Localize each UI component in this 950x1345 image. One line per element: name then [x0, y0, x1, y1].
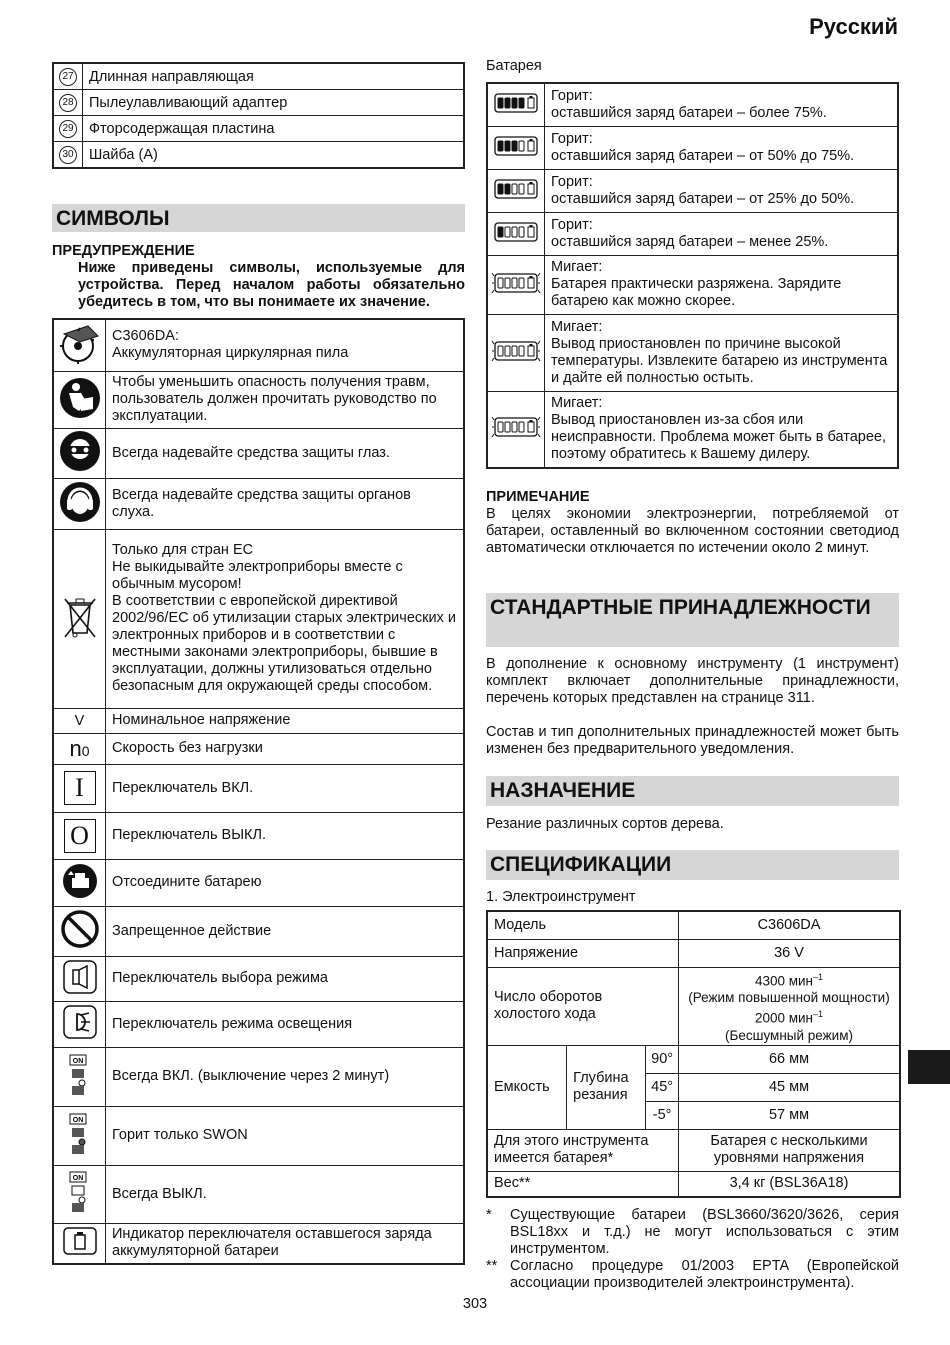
spec-label: Число оборотов холостого хода: [487, 967, 679, 1045]
footnote: [486, 1258, 899, 1292]
footnote-text: Согласно процедуре 01/2003 EPTA (Европейской ассоциации производителей электроинструмента).: [510, 1258, 899, 1291]
battery-desc: [545, 255, 899, 314]
note-text: В целях экономии электроэнергии, потребляемой от батареи, оставленный во включенном состоянии светодиод автоматически отключается по истечении около 2 минут.: [486, 506, 899, 556]
table-row: [53, 63, 464, 90]
spec-label: Напряжение: [487, 939, 679, 967]
language-label: Русский: [809, 14, 898, 39]
symbol-desc: Скорость без нагрузки: [106, 733, 465, 764]
table-row: [53, 812, 464, 859]
footnote: [486, 1207, 899, 1258]
battery-blink-one-icon: [491, 284, 541, 300]
battery-desc: [545, 314, 899, 391]
battery-desc-text: Мигает: Вывод приостановлен из-за сбоя или неисправности. Проблема может быть в батарее, поэтому обратитесь к Вашему дилеру.: [551, 395, 887, 463]
battery-blink-alt-icon: [491, 428, 541, 444]
part-number: 27: [59, 68, 77, 86]
spec-label: Вес**: [487, 1171, 679, 1197]
table-row: [487, 169, 898, 212]
n0-subscript: 0: [81, 742, 90, 759]
part-number: 29: [59, 120, 77, 138]
symbol-desc: Индикатор переключателя оставшегося заряда аккумуляторной батареи: [106, 1223, 465, 1264]
symbol-desc-text: Только для стран ЕС Не выкидывайте электроприборы вместе с обычным мусором! В соответствии с европейской директивой 2002/96/ЕС об утилизации старых электрических и электронных приборов и в соответствии с местными законами электроприборы, бывшие в эксплуатации, должны утилизоваться отдельно безопасным для окружающей среды способом.: [112, 542, 456, 694]
angle: -5°: [646, 1101, 679, 1129]
table-row: [53, 90, 464, 116]
battery-4-bars-icon: [491, 104, 541, 120]
battery-desc: [545, 212, 899, 255]
table-row: [53, 1106, 464, 1165]
mode-switch-icon: [63, 982, 97, 998]
symbol-desc: Номинальное напряжение: [106, 708, 465, 733]
battery-desc-text: Горит: оставшийся заряд батареи – менее 25%.: [551, 216, 829, 250]
spec-value: [679, 967, 901, 1045]
specs-heading: СПЕЦИФИКАЦИИ: [486, 850, 899, 880]
symbol-desc: Всегда надевайте средства защиты органов слуха.: [106, 478, 465, 529]
table-row: [53, 859, 464, 906]
table-row: [487, 1171, 900, 1197]
battery-1-bar-icon: [491, 233, 541, 249]
purpose-heading: НАЗНАЧЕНИЕ: [486, 776, 899, 806]
warning-text: Ниже приведены символы, используемые для устройства. Перед началом работы обязательно убедитесь в том, что вы понимаете их значение.: [78, 260, 465, 310]
accessories-paragraph: Состав и тип дополнительных принадлежностей может быть изменен без предварительного уведомления.: [486, 724, 899, 757]
battery-desc: [545, 391, 899, 468]
symbol-desc: Отсоедините батарею: [106, 859, 465, 906]
symbols-heading: СИМВОЛЫ: [52, 204, 465, 232]
disconnect-battery-icon: [62, 887, 98, 903]
battery-desc-text: Мигает: Вывод приостановлен по причине высокой температуры. Извлеките батарею из инструмента и дайте ей полностью остыть.: [551, 318, 888, 386]
table-row: [53, 529, 464, 708]
battery-indicator-icon: [63, 1243, 97, 1259]
spec-value: C3606DA: [679, 911, 901, 939]
table-row: [487, 255, 898, 314]
symbol-desc: Запрещенное действие: [106, 906, 465, 956]
symbol-desc: Всегда ВКЛ. (выключение через 2 минут): [106, 1047, 465, 1106]
spec-value: 36 V: [679, 939, 901, 967]
swon-icon: [66, 1116, 94, 1160]
unit-sup: –1: [813, 1009, 824, 1019]
switch-on-icon: I: [64, 771, 96, 805]
table-row: [487, 314, 898, 391]
table-row: [53, 1001, 464, 1047]
battery-desc: [545, 83, 899, 126]
battery-blink-all-icon: [491, 352, 541, 368]
warning-title: ПРЕДУПРЕЖДЕНИЕ: [52, 243, 195, 259]
footnote-mark: **: [486, 1258, 498, 1274]
accessories-paragraph: В дополнение к основному инструменту (1 инструмент) комплект включает дополнительные принадлежности, перечень которых представлен на странице 311.: [486, 656, 899, 706]
table-row: [487, 212, 898, 255]
table-row: [53, 733, 464, 764]
specs-table: [486, 910, 901, 1198]
table-row: [53, 142, 464, 169]
circular-saw-icon: [58, 352, 102, 368]
n0-glyph: n: [69, 735, 82, 761]
table-row: [487, 83, 898, 126]
switch-off-icon: O: [64, 819, 96, 853]
spec-label: Для этого инструмента имеется батарея*: [487, 1129, 679, 1171]
symbol-desc: Всегда ВЫКЛ.: [106, 1165, 465, 1223]
table-row: [53, 1047, 464, 1106]
parts-table: [52, 62, 465, 169]
symbol-desc-text: C3606DA: Аккумуляторная циркулярная пила: [112, 328, 349, 362]
spec-value: 3,4 кг (BSL36A18): [679, 1171, 901, 1197]
battery-desc: [545, 169, 899, 212]
table-row: [53, 1165, 464, 1223]
footnote-mark: *: [486, 1207, 492, 1223]
table-row: [487, 1129, 900, 1171]
angle: 90°: [646, 1045, 679, 1073]
prohibited-icon: [60, 937, 100, 953]
symbols-table: [52, 318, 465, 1265]
table-row: [53, 371, 464, 428]
section-tab-marker: [908, 1050, 950, 1084]
purpose-text: Резание различных сортов дерева.: [486, 816, 724, 832]
volt-symbol: V: [53, 708, 106, 733]
table-row: [487, 939, 900, 967]
battery-desc-text: Мигает: Батарея практически разряжена. Зарядите батарею как можно скорее.: [551, 259, 842, 309]
table-row: [487, 911, 900, 939]
table-row: [53, 906, 464, 956]
table-row: [53, 319, 464, 371]
svg-text:ON: ON: [72, 1175, 83, 1182]
spec-value: 66 мм: [679, 1045, 901, 1073]
table-row: [53, 478, 464, 529]
part-number: 30: [59, 146, 77, 164]
table-row: [53, 764, 464, 812]
symbol-desc: Переключатель ВЫКЛ.: [106, 812, 465, 859]
battery-desc-text: Горит: оставшийся заряд батареи – от 25% до 50%.: [551, 173, 855, 207]
symbol-desc: [106, 529, 465, 708]
table-row: [53, 116, 464, 142]
part-label: Шайба (A): [83, 142, 465, 169]
symbol-desc: Горит только SWON: [106, 1106, 465, 1165]
footnote-text: Существующие батареи (BSL3660/3620/3626, серия BSL18xx и т.д.) не могут использоваться с этим инструментом.: [510, 1207, 899, 1257]
battery-desc: [545, 126, 899, 169]
table-row: [487, 967, 900, 1045]
speed-low-mode: (Бесшумный режим): [725, 1027, 853, 1043]
part-label: Пылеулавливающий адаптер: [83, 90, 465, 116]
n0-symbol: [53, 733, 106, 764]
speed-low: 2000 мин: [754, 1010, 814, 1026]
symbol-desc: Чтобы уменьшить опасность получения травм, пользователь должен прочитать руководство по эксплуатации.: [106, 371, 465, 428]
spec-label: Глубина резания: [567, 1045, 646, 1129]
table-row: [487, 391, 898, 468]
spec-value: 57 мм: [679, 1101, 901, 1129]
part-number: 28: [59, 94, 77, 112]
always-on-icon: [66, 1057, 94, 1101]
speed-high: 4300 мин: [754, 973, 814, 988]
specs-subheading: 1. Электроинструмент: [486, 889, 636, 905]
table-row: [487, 126, 898, 169]
always-off-icon: [66, 1175, 94, 1218]
battery-desc-text: Горит: оставшийся заряд батареи – от 50% до 75%.: [551, 130, 855, 164]
spec-label: Модель: [487, 911, 679, 939]
angle: 45°: [646, 1073, 679, 1101]
note-title: ПРИМЕЧАНИЕ: [486, 489, 590, 505]
battery-3-bars-icon: [491, 147, 541, 163]
eye-protection-icon: [59, 460, 101, 476]
unit-sup: –1: [813, 971, 824, 982]
symbol-desc: Переключатель режима освещения: [106, 1001, 465, 1047]
part-label: Фторсодержащая пластина: [83, 116, 465, 142]
table-row: [487, 1045, 900, 1073]
svg-text:ON: ON: [72, 1057, 83, 1065]
symbol-desc: Всегда надевайте средства защиты глаз.: [106, 428, 465, 478]
ear-protection-icon: [59, 511, 101, 527]
table-row: [53, 1223, 464, 1264]
light-mode-icon: [63, 1027, 97, 1043]
page-number: 303: [462, 1296, 488, 1312]
battery-title: Батарея: [486, 58, 542, 74]
spec-label: Емкость: [487, 1045, 567, 1129]
table-row: [53, 428, 464, 478]
speed-high-mode: (Режим повышенной мощности): [688, 990, 890, 1005]
accessories-heading: СТАНДАРТНЫЕ ПРИНАДЛЕЖНОСТИ: [486, 593, 899, 647]
battery-2-bars-icon: [491, 190, 541, 206]
symbol-desc: Переключатель ВКЛ.: [106, 764, 465, 812]
battery-desc-text: Горит: оставшийся заряд батареи – более 75%.: [551, 87, 827, 121]
read-manual-icon: [59, 407, 101, 423]
svg-text:ON: ON: [72, 1116, 83, 1124]
symbol-desc: [106, 319, 465, 371]
symbol-desc: Переключатель выбора режима: [106, 956, 465, 1001]
battery-table: [486, 82, 899, 469]
weee-bin-icon: [62, 627, 98, 643]
spec-value: 45 мм: [679, 1073, 901, 1101]
table-row: [53, 708, 464, 733]
spec-value: Батарея с несколькими уровнями напряжения: [679, 1129, 901, 1171]
part-label: Длинная направляющая: [83, 63, 465, 90]
table-row: [53, 956, 464, 1001]
